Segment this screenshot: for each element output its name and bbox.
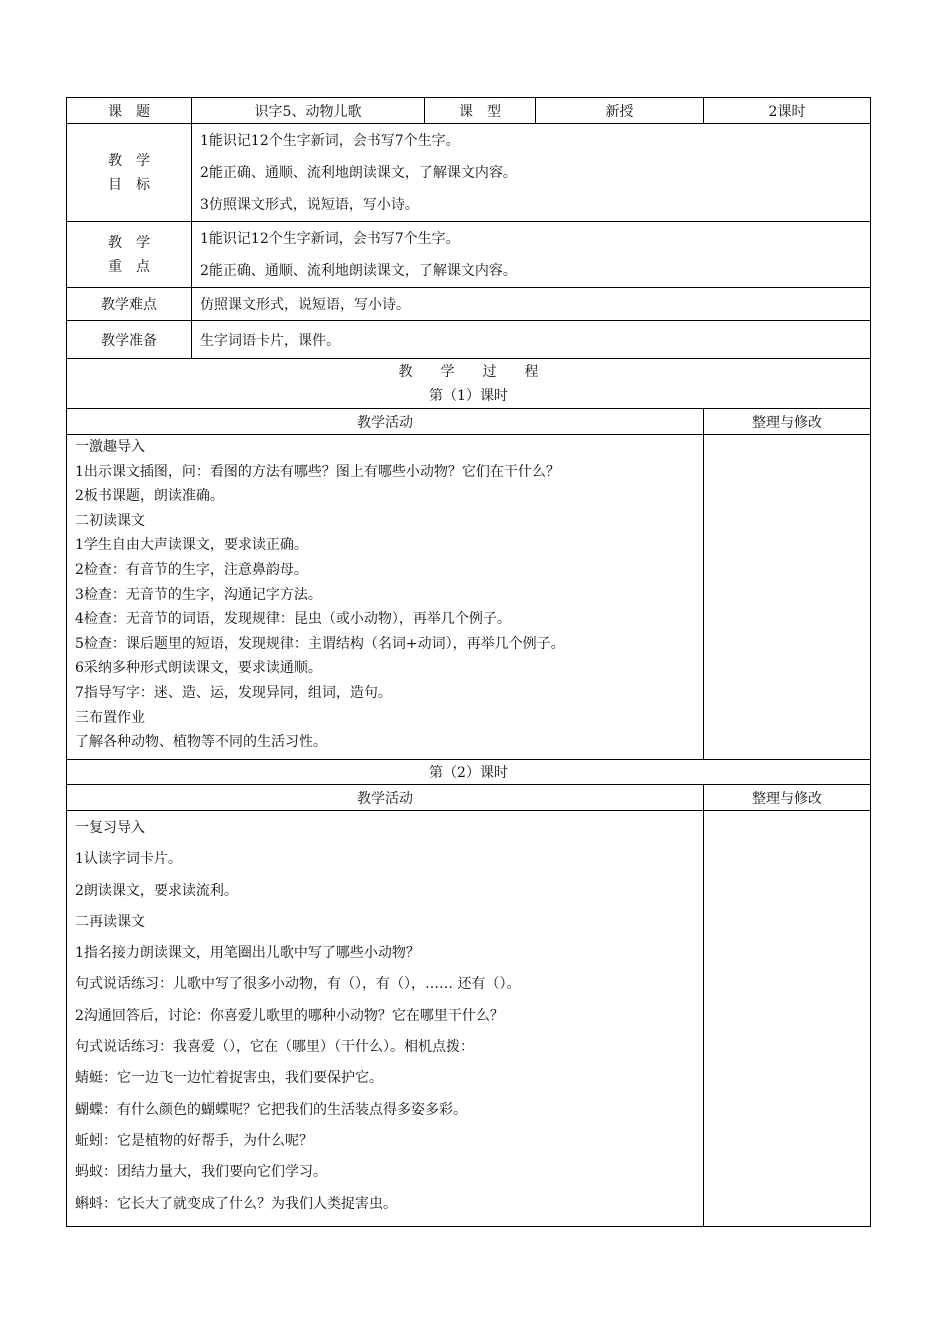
lesson-2-line: 一复习导入: [75, 820, 145, 836]
lesson-2-activities: [67, 811, 704, 1227]
lesson-2-header-row: [67, 785, 871, 811]
lesson-2-line: 1指名接力朗读课文，用笔圈出儿歌中写了哪些小动物？: [75, 945, 420, 962]
key-points-label-line-1: 教 学: [108, 234, 150, 251]
key-points-row: [67, 222, 871, 288]
difficulty-label: 教学难点: [67, 288, 192, 321]
goals-label-line-1: 教 学: [108, 152, 150, 169]
lesson-2-revision-header: 整理与修改: [704, 785, 871, 811]
lesson-1-line: 一激趣导入: [75, 439, 145, 455]
type-label: 课 型: [425, 98, 536, 124]
lesson-1-revision-notes: [704, 435, 871, 760]
process-title-cell: [67, 359, 871, 409]
lesson-2-line: 蚯蚓：它是植物的好帮手，为什么呢？: [75, 1132, 313, 1149]
lesson-1-revision-header: 整理与修改: [704, 409, 871, 435]
lesson-1-header-row: [67, 409, 871, 435]
lesson-1-line: 7指导写字：迷、造、运，发现异同，组词，造句。: [75, 684, 392, 701]
header-row: [67, 98, 871, 124]
type-value: 新授: [536, 98, 704, 124]
lesson-2-revision-notes: [704, 811, 871, 1227]
process-title-row: [67, 359, 871, 409]
goals-row: [67, 124, 871, 222]
lesson-1-line: 3检查：无音节的生字，沟通记字方法。: [75, 586, 322, 603]
lesson-2-title: 第（2）课时: [67, 760, 871, 785]
goals-label: [67, 124, 192, 222]
lesson-2-line: 2朗读课文，要求读流利。: [75, 882, 238, 899]
lesson-2-line: 句式说话练习：儿歌中写了很多小动物，有（），有（），…… 还有（）。: [75, 976, 521, 993]
lesson-1-activity-header: 教学活动: [67, 409, 704, 435]
lesson-1-line: 2板书课题，朗读准确。: [75, 488, 224, 505]
lesson-1-line: 二初读课文: [75, 512, 145, 529]
lesson-plan-table: [66, 97, 871, 1227]
key-points-label-line-2: 重 点: [108, 258, 150, 275]
goal-item: 2能正确、通顺、流利地朗读课文，了解课文内容。: [200, 164, 517, 181]
difficulty-row: [67, 288, 871, 321]
lesson-2-line: 句式说话练习：我喜爱（），它在（哪里）（干什么）。相机点拨：: [75, 1039, 474, 1056]
lesson-2-title-row: [67, 760, 871, 785]
lesson-2-line: 二再读课文: [75, 913, 145, 930]
lesson-1-line: 1出示课文插图，问：看图的方法有哪些？图上有哪些小动物？它们在干什么？: [75, 463, 560, 480]
lesson-2-line: 1认读字词卡片。: [75, 851, 182, 868]
topic-value: 识字5、动物儿歌: [192, 98, 425, 124]
goals-label-line-2: 目 标: [108, 176, 150, 193]
lesson-1-title: 第（1）课时: [429, 387, 508, 404]
lesson-1-activities: [67, 435, 704, 760]
lesson-2-content-row: [67, 811, 871, 1227]
lesson-1-line: 了解各种动物、植物等不同的生活习性。: [75, 734, 327, 751]
process-title: 教 学 过 程: [398, 363, 539, 380]
key-point-item: 2能正确、通顺、流利地朗读课文，了解课文内容。: [200, 262, 517, 279]
hours-value: 2课时: [704, 98, 871, 124]
lesson-2-activity-header: 教学活动: [67, 785, 704, 811]
preparation-row: [67, 321, 871, 359]
key-point-item: 1能识记12个生字新词，会书写7个生字。: [200, 230, 460, 247]
lesson-2-line: 蝌蚪：它长大了就变成了什么？为我们人类捉害虫。: [75, 1195, 397, 1212]
lesson-2-line: 蝴蝶：有什么颜色的蝴蝶呢？它把我们的生活装点得多姿多彩。: [75, 1101, 467, 1118]
lesson-2-line: 蚂蚁：团结力量大，我们要向它们学习。: [75, 1164, 327, 1181]
lesson-2-line: 2沟通回答后，讨论：你喜爱儿歌里的哪种小动物？它在哪里干什么？: [75, 1007, 504, 1024]
topic-label: 课 题: [67, 98, 192, 124]
goals-content: [192, 124, 871, 222]
preparation-label: 教学准备: [67, 321, 192, 359]
lesson-1-content-row: [67, 435, 871, 760]
lesson-1-line: 2检查：有音节的生字，注意鼻韵母。: [75, 561, 308, 578]
lesson-plan: [66, 97, 870, 1227]
lesson-1-line: 6采纳多种形式朗读课文，要求读通顺。: [75, 660, 322, 677]
lesson-1-line: 1学生自由大声读课文，要求读正确。: [75, 537, 308, 554]
preparation-value: 生字词语卡片，课件。: [192, 321, 871, 359]
goal-item: 1能识记12个生字新词，会书写7个生字。: [200, 132, 460, 149]
lesson-1-line: 4检查：无音节的词语，发现规律：昆虫（或小动物），再举几个例子。: [75, 611, 511, 628]
lesson-2-line: 蜻蜓：它一边飞一边忙着捉害虫，我们要保护它。: [75, 1070, 383, 1087]
lesson-1-line: 三布置作业: [75, 709, 145, 726]
key-points-label: [67, 222, 192, 288]
goal-item: 3仿照课文形式，说短语，写小诗。: [200, 196, 419, 213]
difficulty-value: 仿照课文形式，说短语，写小诗。: [192, 288, 871, 321]
key-points-content: [192, 222, 871, 288]
lesson-1-line: 5检查：课后题里的短语，发现规律：主谓结构（名词+动词），再举几个例子。: [75, 635, 565, 652]
